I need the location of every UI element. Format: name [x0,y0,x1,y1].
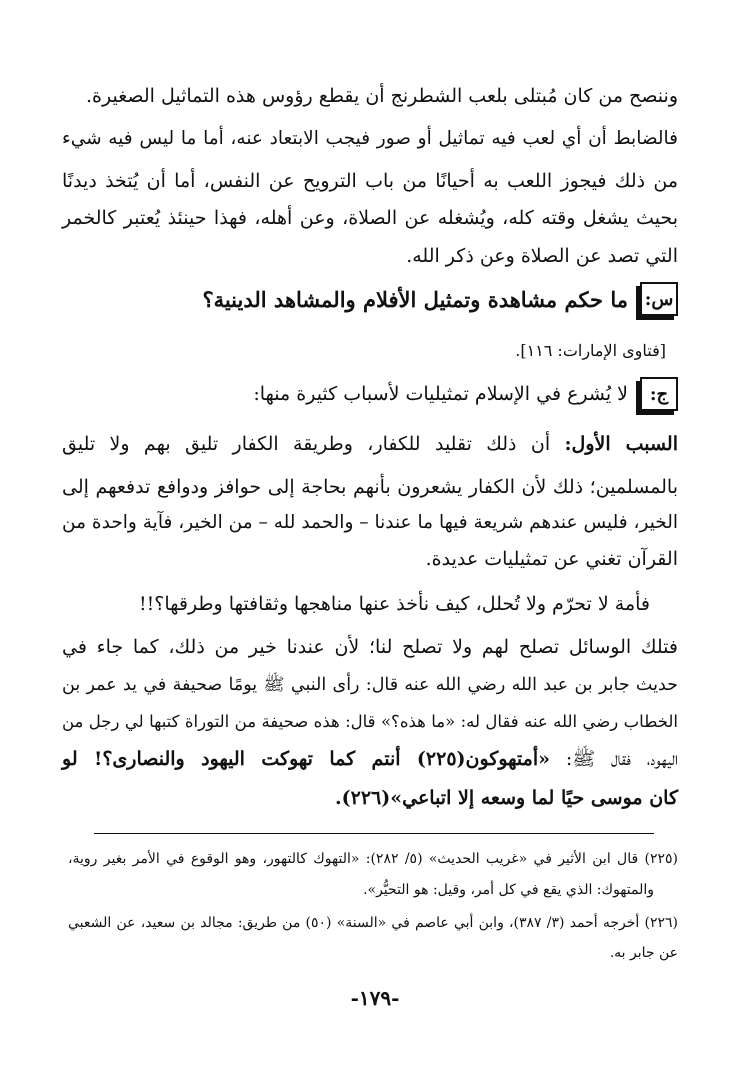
footnote-225: (٢٢٥) قال ابن الأثير في «غريب الحديث» (٥/ ٢٨٢): «التهوك كالتهور، وهو الوقوع في الأمر بغير روية، [68,851,678,867]
paragraph-line: الخطاب رضي الله عنه فقال له: «ما هذه؟» قال: هذه صحيفة من التوراة كتبها لي رجل من [62,712,678,731]
paragraph-line: وننصح من كان مُبتلى بلعب الشطرنج أن يقطع رؤوس هذه التماثيل الصغيرة. [85,85,678,107]
reason1-first-line [62,431,678,457]
footnote-226: (٢٢٦) أخرجه أحمد (٣/ ٣٨٧)، وابن أبي عاصم في «السنة» (٥٠) من طريق: مجالد بن سعيد، عن الشعبي [68,915,678,931]
paragraph-line: حديث جابر بن عبد الله رضي الله عنه قال: رأى النبي ﷺ يومًا صحيفة في يد عمر بن [62,675,678,695]
answer-intro: لا يُشرع في الإسلام تمثيليات لأسباب كثيرة منها: [253,383,628,405]
hadith-quote-end: كان موسى حيًا لما وسعه إلا اتباعي»(٢٢٦). [335,787,678,809]
hadith-line-prefix: اليهود، فقال ﷺ: [565,748,678,770]
paragraph-line: فتلك الوسائل تصلح لهم ولا تصلح لنا؛ لأن عندنا خير من ذلك، كما جاء في [62,636,678,658]
paragraph-line: الخير، فليس عندهم شريعة فيها ما عندنا – والحمد لله – من الخير، فآية واحدة من [62,512,678,533]
footnote-divider [94,833,654,834]
reason1-text: أن ذلك تقليد للكفار، وطريقة الكفار تليق بهم ولا تليق [62,433,551,455]
exclamation-line: فأمة لا تحرّم ولا تُحلل، كيف نأخذ عنها مناهجها وثقافتها وطرقها؟!! [138,593,650,615]
paragraph-line: التي تصد عن الصلاة وعن ذكر الله. [406,245,678,267]
question-marker: س: [640,282,678,316]
page-number: -١٧٩- [350,986,400,1010]
hadith-quote: «أمتهوكون(٢٢٥) أنتم كما تهوكت اليهود والنصارى؟! لو [62,748,550,770]
paragraph-line: من ذلك فيجوز اللعب به أحيانًا من باب الترويح عن النفس، أما أن يُتخذ ديدنًا [62,170,678,192]
question-text: ما حكم مشاهدة وتمثيل الأفلام والمشاهد الدينية؟ [202,286,628,312]
paragraph-line: القرآن تغني عن تمثيليات عديدة. [425,548,678,570]
paragraph-line: بحيث يشغل وقته كله، ويُشغله عن الصلاة، وعن أهله، فهذا حينئذ يُعتبر كالخمر [62,207,678,229]
reason1-label: السبب الأول: [564,433,679,455]
footnote-225-cont: والمتهوك: الذي يقع في كل أمر، وقيل: هو التحيُّر». [363,882,654,898]
paragraph-line: فالضابط أن أي لعب فيه تماثيل أو صور فيجب الابتعاد عنه، أما ما ليس فيه شيء [62,128,678,149]
fatwa-source: [فتاوى الإمارات: ١١٦]. [515,341,666,360]
hadith-line [62,746,678,772]
footnote-226-cont: عن جابر به. [609,945,678,961]
question-heading [202,280,678,318]
answer-marker: ج: [640,377,678,411]
answer-heading [253,375,678,413]
paragraph-line: بالمسلمين؛ ذلك لأن الكفار يشعرون بأنهم بحاجة إلى حوافز ودوافع تدفعهم إلى [62,476,678,498]
